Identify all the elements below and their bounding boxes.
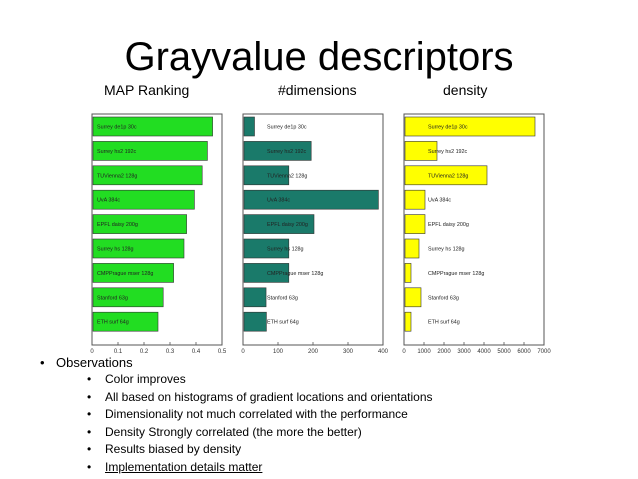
bullet-icon: • [87,372,92,386]
x-tick-label: 400 [377,349,389,355]
panel-label-density: density [443,82,488,98]
observations-heading [40,354,433,371]
bar [405,239,419,258]
x-tick-label: 0 [90,349,94,355]
bar-label: TUVienna2 128g [97,173,138,180]
bar-label: Surrey de1p 30c [428,124,468,131]
observations [40,354,433,477]
observation-text: Color improves [105,372,186,386]
x-tick-label: 3000 [457,349,471,355]
bar [405,190,425,209]
observation-text: Density Strongly correlated (the more the better) [105,424,362,439]
bar [405,288,421,307]
bar-label: Stanford 63g [428,295,459,302]
bullet-icon: • [87,442,92,457]
x-tick-label: 100 [272,349,284,355]
x-tick-label: 0.5 [217,349,227,355]
bar-label: Surrey hs 128g [428,246,465,253]
observations-heading-text: Observations [56,355,133,370]
bullet-icon: • [87,407,92,422]
bar-label: EPFL daisy 200g [97,222,138,229]
bar [405,312,411,331]
bar-label: UvA 384c [97,197,121,204]
bar-label: UvA 384c [267,197,291,204]
bar-label: TUVienna2 128g [267,173,308,180]
chart-panel-0 [90,114,227,355]
bar-label: EPFL daisy 200g [267,222,308,229]
observation-item [87,441,433,459]
x-tick-label: 0 [402,349,406,355]
bar [405,215,425,234]
bar [244,117,255,136]
panel-label-map-ranking: MAP Ranking [104,82,190,98]
observations-list [40,371,433,477]
observation-text: Results biased by density [105,442,242,457]
x-tick-label: 1000 [417,349,431,355]
panel-label-dimensions: #dimensions [278,82,357,98]
bar-label: Surrey hs2 192c [267,148,307,155]
bullet-icon: • [87,459,92,474]
x-tick-label: 7000 [537,349,551,355]
bar-label: Surrey hs2 192c [428,148,468,155]
bar [244,312,266,331]
bar-label: CMPPrague mser 128g [428,270,485,277]
bullet-icon: • [40,355,45,370]
bar [244,288,266,307]
x-tick-label: 5000 [497,349,511,355]
x-tick-label: 0.1 [113,349,123,355]
observation-item [87,389,433,407]
x-tick-label: 0.3 [165,349,175,355]
slide-title: Grayvalue descriptors [124,35,514,79]
bar-label: ETH surf 64g [428,319,460,326]
x-tick-label: 300 [342,349,354,355]
bar-label: ETH surf 64g [267,319,299,326]
bullet-icon: • [87,389,92,404]
bar-label: Surrey hs 128g [267,246,304,253]
bar-label: UvA 384c [428,197,452,204]
bar-label: CMPPrague mser 128g [97,270,154,277]
x-tick-label: 0.4 [191,349,201,355]
bar-label: ETH surf 64g [97,319,129,326]
observation-item [87,459,433,477]
x-tick-label: 0.2 [139,349,149,355]
observation-item [87,406,433,424]
bar-label: CMPPrague mser 128g [267,270,324,277]
bar-label: Surrey hs 128g [97,246,134,253]
bar [405,117,535,136]
observation-item [87,424,433,442]
implementation-details-link[interactable]: Implementation details matter [105,459,263,474]
x-tick-label: 4000 [477,349,491,355]
bar [405,263,411,282]
bar-label: Stanford 63g [267,295,298,302]
bar-label: Surrey de1p 30c [267,124,307,131]
bar [244,190,378,209]
chart-panel-1 [241,114,388,355]
observation-item [87,371,433,389]
x-tick-label: 2000 [437,349,451,355]
x-tick-label: 200 [307,349,319,355]
chart-panel-2 [402,114,551,355]
observation-text: Dimensionality not much correlated with the performance [105,407,408,422]
bar-label: Surrey hs2 192c [97,148,137,155]
x-tick-label: 6000 [517,349,531,355]
bar-label: EPFL daisy 200g [428,222,469,229]
bar-label: Surrey de1p 30c [97,124,137,131]
bullet-icon: • [87,424,92,439]
observation-text: All based on histograms of gradient locations and orientations [105,389,433,404]
bar-label: Stanford 63g [97,295,128,302]
bar-label: TUVienna2 128g [428,173,469,180]
x-tick-label: 0 [241,349,245,355]
